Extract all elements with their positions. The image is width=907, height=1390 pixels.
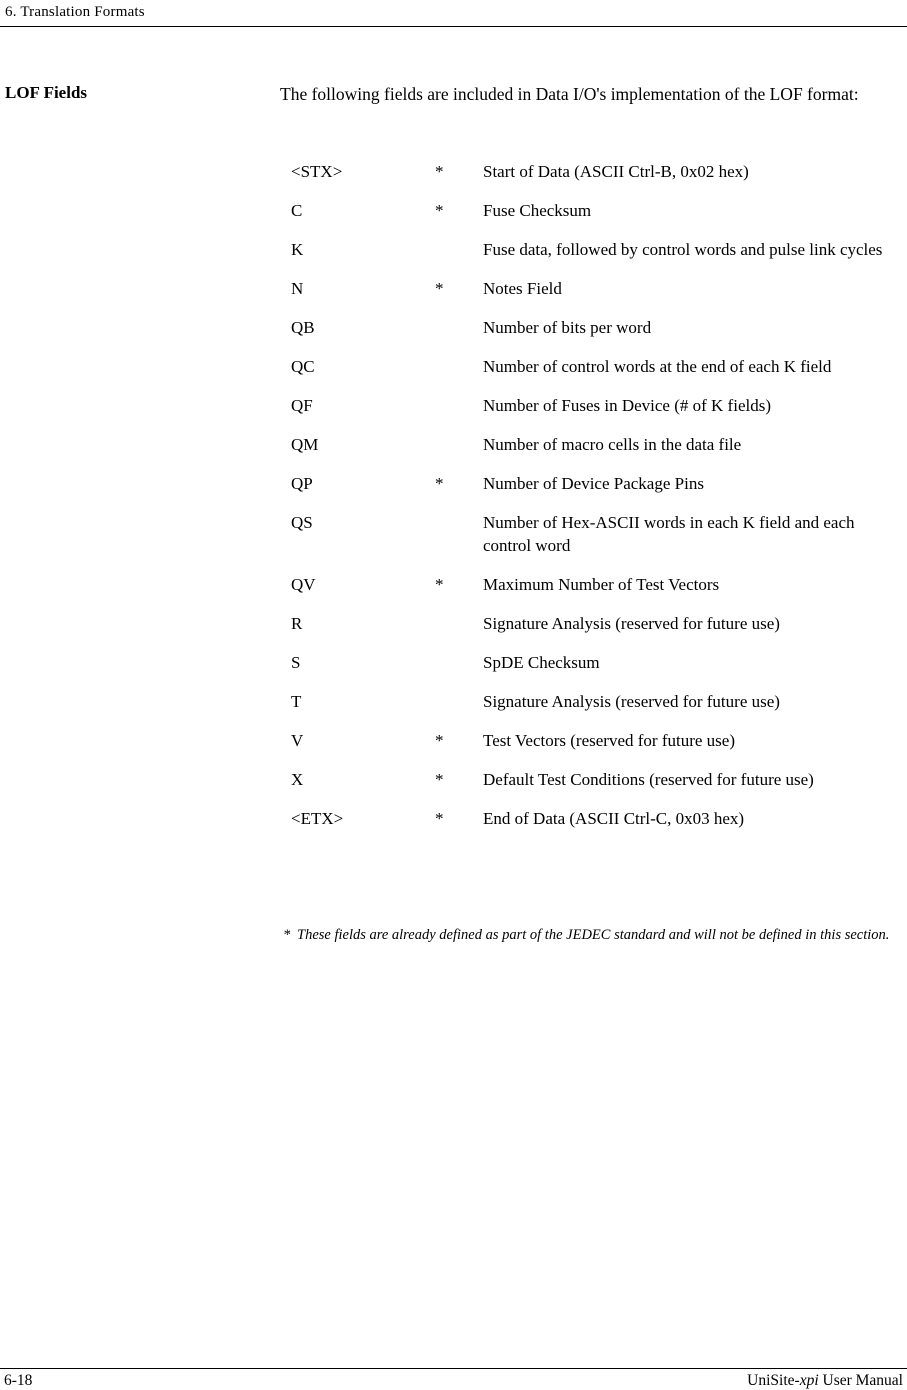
field-row xyxy=(291,690,897,713)
field-asterisk xyxy=(435,355,483,378)
field-asterisk: * xyxy=(435,474,444,493)
field-asterisk xyxy=(435,433,483,456)
field-description: Number of Hex-ASCII words in each K field and each control word xyxy=(483,513,855,555)
field-description: Signature Analysis (reserved for future use) xyxy=(483,614,780,633)
field-row xyxy=(291,316,897,339)
footer-manual-model: xpi xyxy=(799,1372,819,1389)
field-name: QP xyxy=(291,474,313,493)
footer-manual-suffix: User Manual xyxy=(818,1372,903,1389)
field-description: Number of Fuses in Device (# of K fields) xyxy=(483,396,771,415)
field-description: Fuse data, followed by control words and pulse link cycles xyxy=(483,240,883,259)
field-row xyxy=(291,433,897,456)
field-name: QB xyxy=(291,318,315,337)
field-description: Fuse Checksum xyxy=(483,201,592,220)
field-name: QC xyxy=(291,357,315,376)
page-header-title: 6. Translation Formats xyxy=(5,4,145,20)
field-name: T xyxy=(291,692,302,711)
field-row xyxy=(291,651,897,674)
field-row xyxy=(291,160,897,183)
field-description: Signature Analysis (reserved for future use) xyxy=(483,692,780,711)
field-description: Maximum Number of Test Vectors xyxy=(483,575,720,594)
field-description: End of Data (ASCII Ctrl-C, 0x03 hex) xyxy=(483,809,745,828)
field-asterisk: * xyxy=(435,162,444,181)
field-asterisk xyxy=(435,238,483,261)
field-name: <STX> xyxy=(291,162,343,181)
footer-manual-prefix: UniSite- xyxy=(747,1372,800,1389)
field-asterisk xyxy=(435,394,483,417)
field-name: X xyxy=(291,770,304,789)
field-description: Number of macro cells in the data file xyxy=(483,435,742,454)
field-asterisk xyxy=(435,651,483,674)
field-row xyxy=(291,768,897,791)
field-description: Number of bits per word xyxy=(483,318,652,337)
field-row xyxy=(291,472,897,495)
field-name: N xyxy=(291,279,304,298)
field-asterisk: * xyxy=(435,770,444,789)
field-row xyxy=(291,573,897,596)
footnote xyxy=(283,925,905,946)
field-description: SpDE Checksum xyxy=(483,653,600,672)
field-asterisk xyxy=(435,612,483,635)
field-row xyxy=(291,355,897,378)
field-name: QM xyxy=(291,435,319,454)
field-row xyxy=(291,729,897,752)
lof-field-table xyxy=(291,160,897,846)
footer-page-number: 6-18 xyxy=(4,1372,33,1389)
field-description: Number of control words at the end of each K field xyxy=(483,357,832,376)
header-divider xyxy=(0,26,907,27)
field-asterisk xyxy=(435,511,483,557)
field-description: Start of Data (ASCII Ctrl-B, 0x02 hex) xyxy=(483,162,749,181)
field-asterisk: * xyxy=(435,809,444,828)
footer-manual-title xyxy=(747,1372,903,1390)
footer-divider xyxy=(0,1368,907,1369)
field-name: V xyxy=(291,731,304,750)
footnote-text: These fields are already defined as part of the JEDEC standard and will not be defined in this section. xyxy=(297,927,890,943)
field-name: QS xyxy=(291,513,313,532)
field-description: Notes Field xyxy=(483,279,562,298)
field-asterisk: * xyxy=(435,731,444,750)
field-name: R xyxy=(291,614,303,633)
field-asterisk: * xyxy=(435,575,444,594)
field-description: Test Vectors (reserved for future use) xyxy=(483,731,735,750)
field-asterisk: * xyxy=(435,201,444,220)
section-heading: LOF Fields xyxy=(5,83,88,102)
field-name: K xyxy=(291,240,304,259)
field-row xyxy=(291,199,897,222)
field-description: Number of Device Package Pins xyxy=(483,474,704,493)
field-row xyxy=(291,277,897,300)
field-row xyxy=(291,807,897,830)
field-row xyxy=(291,238,897,261)
field-asterisk xyxy=(435,316,483,339)
field-name: QV xyxy=(291,575,316,594)
field-description: Default Test Conditions (reserved for future use) xyxy=(483,770,814,789)
footnote-asterisk: * xyxy=(283,927,291,943)
field-name: <ETX> xyxy=(291,809,344,828)
field-asterisk: * xyxy=(435,279,444,298)
field-name: C xyxy=(291,201,303,220)
section-intro: The following fields are included in Data I/O's implementation of the LOF format: xyxy=(280,84,859,104)
field-row xyxy=(291,511,897,557)
field-row xyxy=(291,612,897,635)
field-asterisk xyxy=(435,690,483,713)
field-row xyxy=(291,394,897,417)
field-name: S xyxy=(291,653,301,672)
field-name: QF xyxy=(291,396,313,415)
